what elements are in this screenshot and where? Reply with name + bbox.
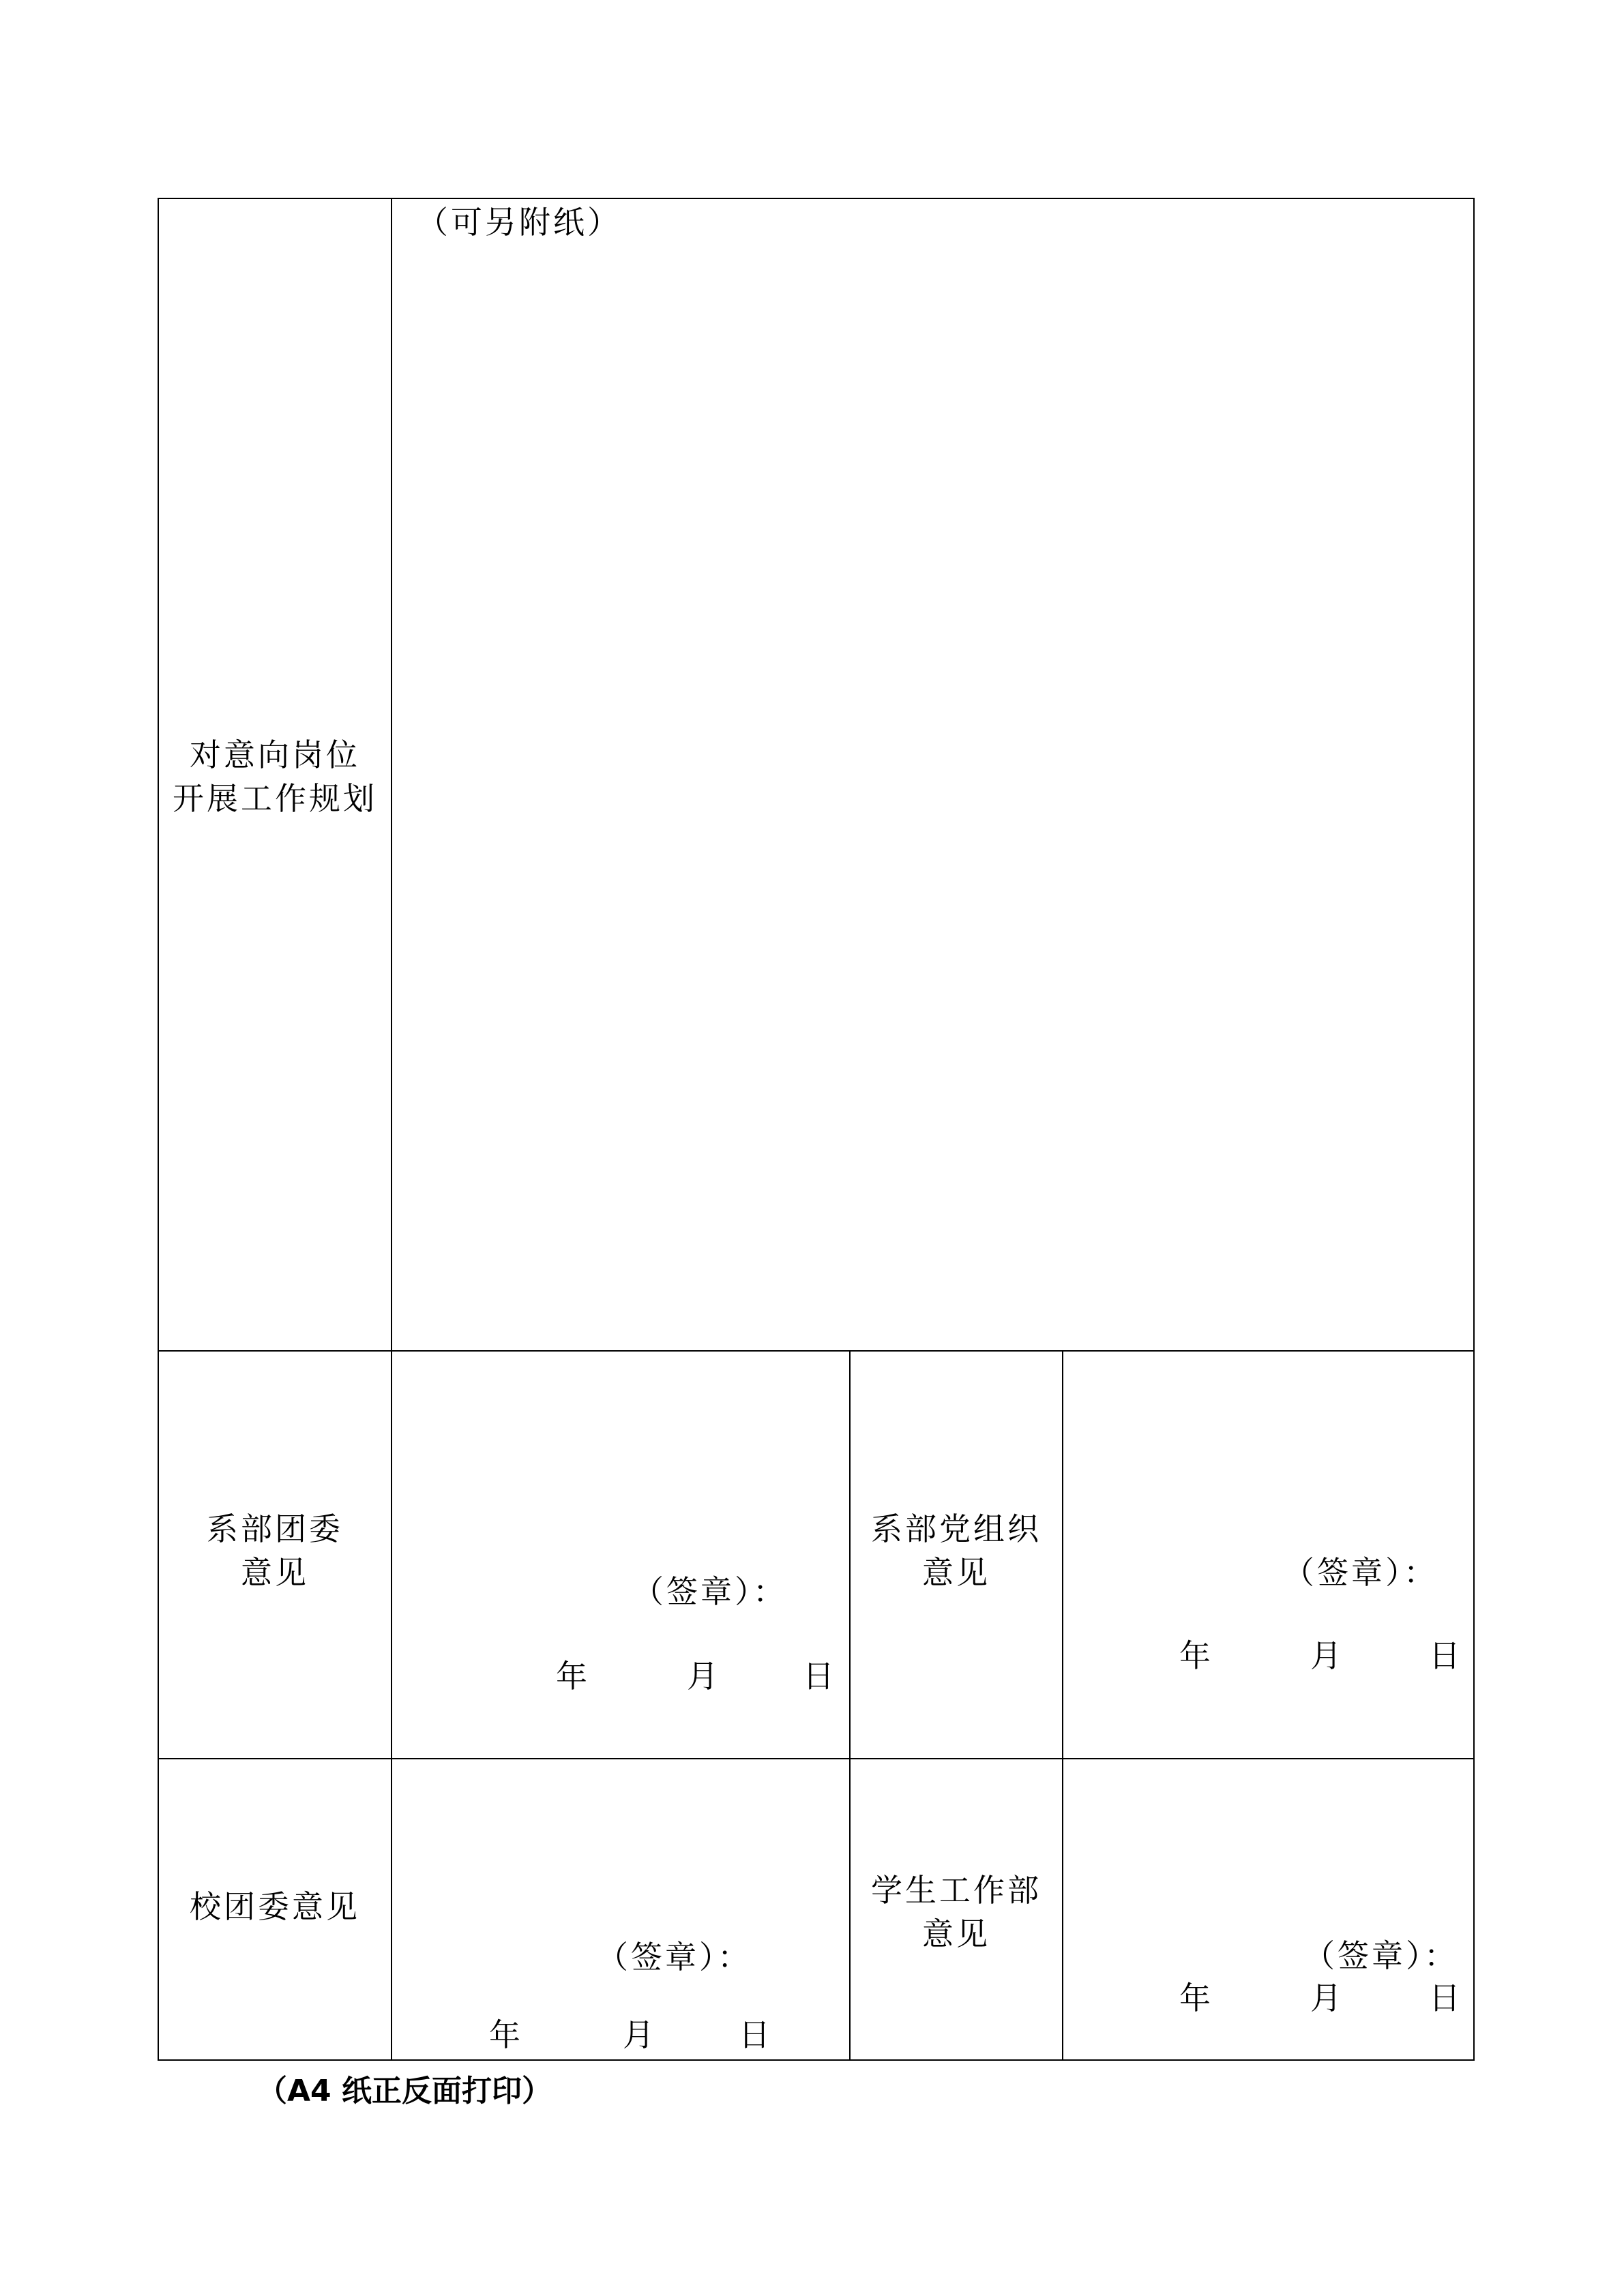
school-youth-month: 月 (623, 2016, 657, 2053)
print-instruction-note: （A4 纸正反面打印） (257, 2074, 552, 2108)
department-opinion-row (158, 1351, 1474, 1759)
work-plan-label-cell (158, 198, 392, 1351)
school-youth-day: 日 (739, 2016, 773, 2053)
work-plan-row (158, 198, 1474, 1351)
dept-party-month: 月 (1310, 1637, 1344, 1674)
school-youth-signature: （签章）： (597, 1939, 752, 1976)
school-opinion-row (158, 1759, 1474, 2060)
student-affairs-label (851, 1868, 1062, 1956)
student-affairs-month: 月 (1310, 1980, 1344, 2016)
school-youth-opinion-cell[interactable] (392, 1759, 850, 2060)
school-youth-label-cell (158, 1759, 392, 2060)
student-affairs-date (1063, 1976, 1473, 2020)
work-plan-label-line1: 对意向岗位 (190, 736, 360, 773)
dept-party-label (851, 1507, 1062, 1594)
student-affairs-label-line2: 意见 (922, 1915, 990, 1952)
dept-party-year: 年 (1179, 1637, 1213, 1674)
opinion-form-table (158, 198, 1475, 2061)
dept-party-label-line1: 系部党组织 (871, 1510, 1042, 1547)
dept-party-signature: （签章）： (1283, 1554, 1438, 1591)
school-youth-date (392, 2013, 849, 2057)
dept-party-label-line2: 意见 (922, 1554, 990, 1591)
dept-youth-day: 日 (803, 1658, 837, 1695)
dept-party-date (1063, 1634, 1473, 1678)
student-affairs-signature: （签章）： (1303, 1937, 1458, 1974)
dept-youth-label (159, 1507, 391, 1594)
attach-paper-note: （可另附纸） (417, 204, 621, 241)
student-affairs-year: 年 (1179, 1980, 1213, 2016)
dept-party-label-cell (850, 1351, 1063, 1759)
school-youth-label: 校团委意见 (190, 1888, 360, 1925)
dept-youth-label-cell (158, 1351, 392, 1759)
dept-youth-month: 月 (687, 1658, 721, 1695)
work-plan-label-line2: 开展工作规划 (173, 780, 377, 817)
dept-party-opinion-cell[interactable] (1063, 1351, 1474, 1759)
student-affairs-opinion-cell[interactable] (1063, 1759, 1474, 2060)
school-youth-year: 年 (489, 2016, 523, 2053)
dept-party-day: 日 (1429, 1637, 1463, 1674)
dept-youth-opinion-cell[interactable] (392, 1351, 850, 1759)
student-affairs-label-cell (850, 1759, 1063, 2060)
student-affairs-day: 日 (1429, 1980, 1463, 2016)
dept-youth-label-line1: 系部团委 (207, 1510, 343, 1547)
student-affairs-label-line1: 学生工作部 (871, 1872, 1042, 1909)
work-plan-label (159, 733, 391, 820)
dept-youth-signature: （签章）： (632, 1573, 787, 1610)
dept-youth-year: 年 (556, 1658, 590, 1695)
dept-youth-date (392, 1654, 849, 1698)
work-plan-content-cell[interactable] (392, 198, 1474, 1351)
dept-youth-label-line2: 意见 (241, 1554, 309, 1591)
